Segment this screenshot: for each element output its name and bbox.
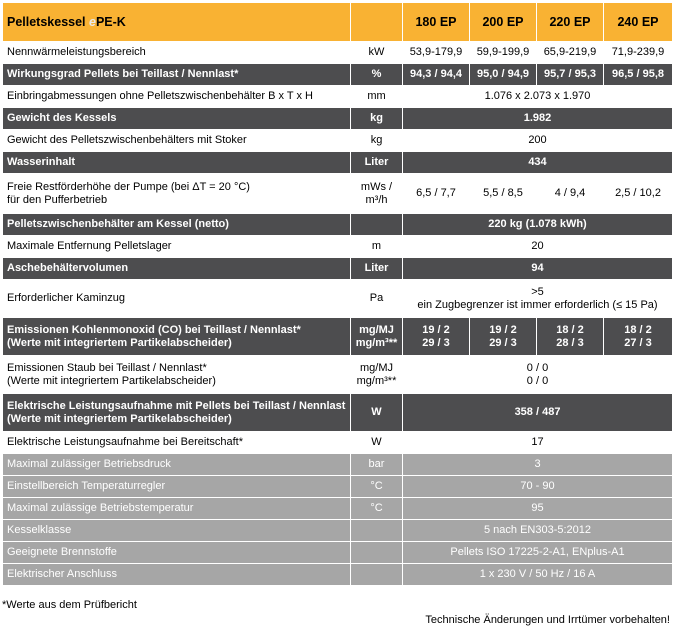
row-unit: kW xyxy=(351,42,403,64)
row-value: 94 xyxy=(403,258,673,280)
row-label: Aschebehältervolumen xyxy=(3,258,351,280)
row-value: 53,9-179,9 xyxy=(403,42,470,64)
row-value: 95,7 / 95,3 xyxy=(537,64,604,86)
row-label: Freie Restförderhöhe der Pumpe (bei ΔT = 20 °C) für den Pufferbetrieb xyxy=(3,174,351,214)
row-label: Pelletszwischenbehälter am Kessel (netto) xyxy=(3,214,351,236)
row-value: 6,5 / 7,7 xyxy=(403,174,470,214)
brand-e: e xyxy=(89,14,96,29)
table-row xyxy=(3,174,673,214)
table-row xyxy=(3,214,673,236)
row-unit: kg xyxy=(351,108,403,130)
footnote: *Werte aus dem Prüfbericht xyxy=(2,599,137,611)
row-unit xyxy=(351,564,403,586)
row-value: 5,5 / 8,5 xyxy=(470,174,537,214)
row-value: 59,9-199,9 xyxy=(470,42,537,64)
row-unit: Pa xyxy=(351,280,403,318)
row-label: Gewicht des Pelletszwischenbehälters mit Stoker xyxy=(3,130,351,152)
row-value: 358 / 487 xyxy=(403,394,673,432)
row-value: 19 / 2 29 / 3 xyxy=(403,318,470,356)
row-label: Elektrische Leistungsaufnahme mit Pellets bei Teillast / Nennlast (Werte mit integriertem Partikelabscheider) xyxy=(3,394,351,432)
row-unit xyxy=(351,520,403,542)
table-row xyxy=(3,258,673,280)
row-label: Einbringabmessungen ohne Pelletszwischenbehälter B x T x H xyxy=(3,86,351,108)
row-unit: bar xyxy=(351,454,403,476)
unit-header xyxy=(351,3,403,42)
table-title: Pelletskessel ePE-K xyxy=(3,3,351,42)
table-row xyxy=(3,476,673,498)
table-row xyxy=(3,542,673,564)
row-value: 5 nach EN303-5:2012 xyxy=(403,520,673,542)
row-unit: °C xyxy=(351,498,403,520)
table-row xyxy=(3,356,673,394)
table-row xyxy=(3,394,673,432)
model-header: 240 EP xyxy=(604,3,673,42)
row-value: 434 xyxy=(403,152,673,174)
row-unit: °C xyxy=(351,476,403,498)
row-value: 4 / 9,4 xyxy=(537,174,604,214)
row-value: 18 / 2 27 / 3 xyxy=(604,318,673,356)
table-row xyxy=(3,318,673,356)
row-label: Emissionen Kohlenmonoxid (CO) bei Teillast / Nennlast* (Werte mit integriertem Partikelabscheider) xyxy=(3,318,351,356)
row-value: 95 xyxy=(403,498,673,520)
row-value: 18 / 2 28 / 3 xyxy=(537,318,604,356)
row-value: 94,3 / 94,4 xyxy=(403,64,470,86)
row-unit: kg xyxy=(351,130,403,152)
row-value: 2,5 / 10,2 xyxy=(604,174,673,214)
spec-table xyxy=(2,2,673,586)
row-value: >5 ein Zugbegrenzer ist immer erforderlich (≤ 15 Pa) xyxy=(403,280,673,318)
row-unit: mWs / m³/h xyxy=(351,174,403,214)
row-value: 1.076 x 2.073 x 1.970 xyxy=(403,86,673,108)
table-header-row xyxy=(3,3,673,42)
row-unit: Liter xyxy=(351,258,403,280)
table-row xyxy=(3,280,673,318)
row-value: 20 xyxy=(403,236,673,258)
row-label: Elektrische Leistungsaufnahme bei Bereitschaft* xyxy=(3,432,351,454)
row-unit: W xyxy=(351,432,403,454)
row-label: Elektrischer Anschluss xyxy=(3,564,351,586)
row-unit: % xyxy=(351,64,403,86)
model-header: 180 EP xyxy=(403,3,470,42)
row-unit: m xyxy=(351,236,403,258)
table-row xyxy=(3,108,673,130)
row-value: 1.982 xyxy=(403,108,673,130)
table-row xyxy=(3,130,673,152)
row-label: Erforderlicher Kaminzug xyxy=(3,280,351,318)
row-label: Gewicht des Kessels xyxy=(3,108,351,130)
row-value: 17 xyxy=(403,432,673,454)
row-unit: W xyxy=(351,394,403,432)
row-value: 95,0 / 94,9 xyxy=(470,64,537,86)
row-unit: mm xyxy=(351,86,403,108)
table-row xyxy=(3,236,673,258)
table-row xyxy=(3,564,673,586)
row-value: 1 x 230 V / 50 Hz / 16 A xyxy=(403,564,673,586)
row-label: Maximal zulässige Betriebstemperatur xyxy=(3,498,351,520)
row-unit: mg/MJ mg/m³** xyxy=(351,318,403,356)
row-label: Geeignete Brennstoffe xyxy=(3,542,351,564)
table-row xyxy=(3,42,673,64)
row-label: Wirkungsgrad Pellets bei Teillast / Nennlast* xyxy=(3,64,351,86)
row-unit: mg/MJ mg/m³** xyxy=(351,356,403,394)
row-label: Maximal zulässiger Betriebsdruck xyxy=(3,454,351,476)
model-header: 200 EP xyxy=(470,3,537,42)
row-label: Wasserinhalt xyxy=(3,152,351,174)
table-row xyxy=(3,498,673,520)
row-value: 0 / 0 0 / 0 xyxy=(403,356,673,394)
table-row xyxy=(3,520,673,542)
row-value: 71,9-239,9 xyxy=(604,42,673,64)
disclaimer: Technische Änderungen und Irrtümer vorbehalten! xyxy=(425,614,670,626)
row-label: Emissionen Staub bei Teillast / Nennlast* (Werte mit integriertem Partikelabscheider) xyxy=(3,356,351,394)
model-header: 220 EP xyxy=(537,3,604,42)
row-value: 70 - 90 xyxy=(403,476,673,498)
table-row xyxy=(3,432,673,454)
row-label: Einstellbereich Temperaturregler xyxy=(3,476,351,498)
row-value: 220 kg (1.078 kWh) xyxy=(403,214,673,236)
row-label: Kesselklasse xyxy=(3,520,351,542)
row-unit xyxy=(351,214,403,236)
row-value: 3 xyxy=(403,454,673,476)
table-row xyxy=(3,86,673,108)
table-row xyxy=(3,64,673,86)
table-row xyxy=(3,454,673,476)
row-value: 200 xyxy=(403,130,673,152)
row-label: Maximale Entfernung Pelletslager xyxy=(3,236,351,258)
row-label: Nennwärmeleistungsbereich xyxy=(3,42,351,64)
row-unit xyxy=(351,542,403,564)
row-value: Pellets ISO 17225-2-A1, ENplus-A1 xyxy=(403,542,673,564)
row-unit: Liter xyxy=(351,152,403,174)
row-value: 19 / 2 29 / 3 xyxy=(470,318,537,356)
table-row xyxy=(3,152,673,174)
row-value: 96,5 / 95,8 xyxy=(604,64,673,86)
row-value: 65,9-219,9 xyxy=(537,42,604,64)
